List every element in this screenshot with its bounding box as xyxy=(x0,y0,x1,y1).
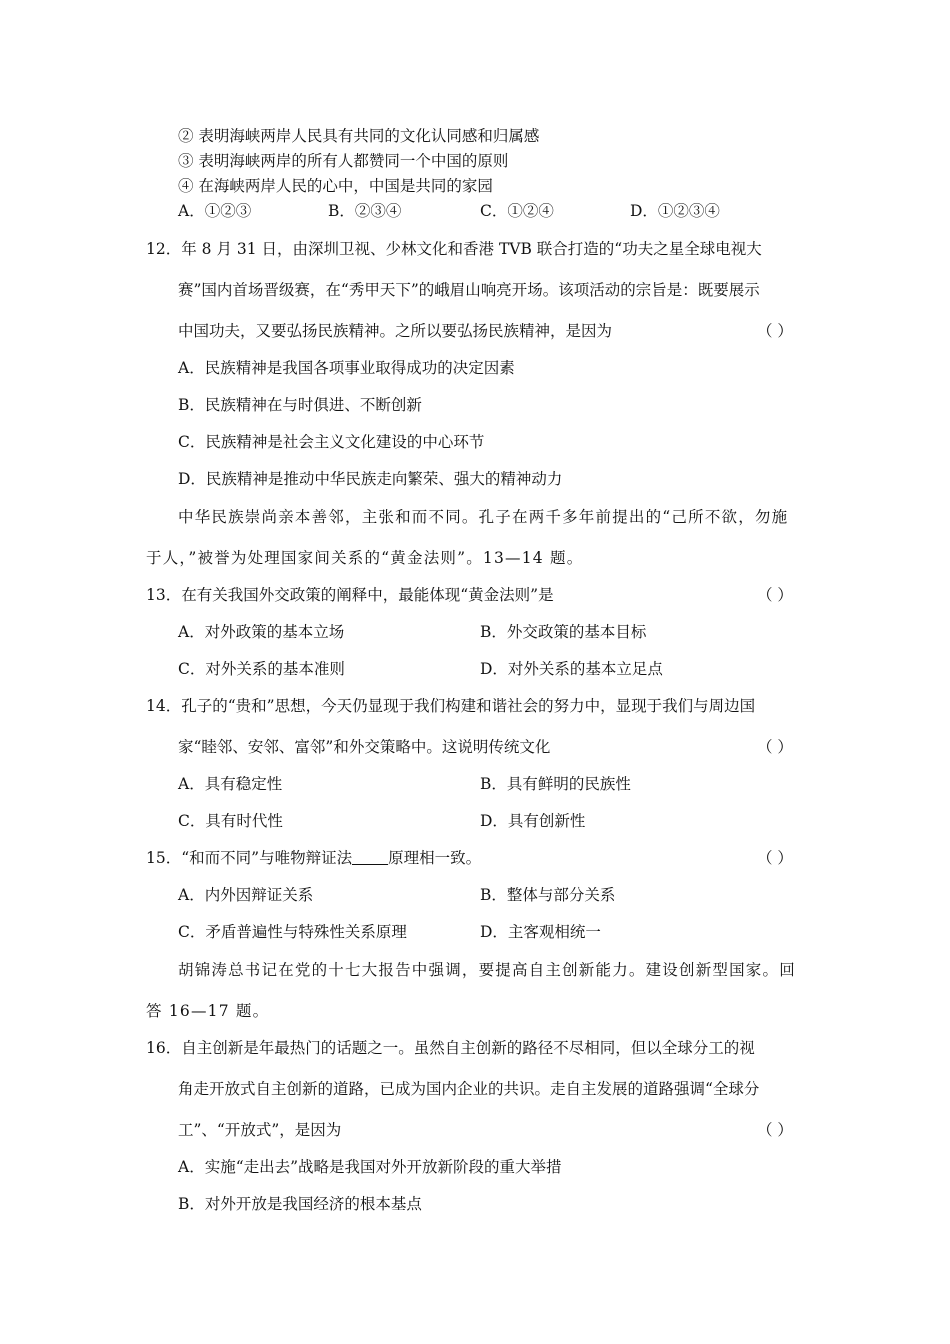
q15-option-b: B．整体与部分关系 xyxy=(480,886,616,904)
q14-option-d: D．具有创新性 xyxy=(480,812,586,830)
q15-answer-paren: （ ） xyxy=(757,849,793,867)
q15-option-c: C．矛盾普遍性与特殊性关系原理 xyxy=(178,923,407,941)
q12-stem-line-1: 12．年 8 月 31 日，由深圳卫视、少林文化和香港 TVB 联合打造的“功夫之星全球电视大 xyxy=(146,240,762,258)
q11-statement-4: ④ 在海峡两岸人民的心中，中国是共同的家园 xyxy=(178,177,493,195)
material-2-line-2: 答 16—17 题。 xyxy=(146,1002,270,1020)
q14-answer-paren: （ ） xyxy=(757,738,793,756)
q11-option-a: A．①②③ xyxy=(178,202,252,220)
q12-option-c: C．民族精神是社会主义文化建设的中心环节 xyxy=(178,433,485,451)
material-2-line-1: 胡锦涛总书记在党的十七大报告中强调，要提高自主创新能力。建设创新型国家。回 xyxy=(178,961,796,979)
q15-stem xyxy=(146,847,481,869)
q16-option-a: A．实施“走出去”战略是我国对外开放新阶段的重大举措 xyxy=(178,1158,562,1176)
q14-stem-line-2: 家“睦邻、安邻、富邻”和外交策略中。这说明传统文化 xyxy=(178,738,551,756)
q15-stem-before: 15．“和而不同”与唯物辩证法 xyxy=(146,849,353,867)
q13-answer-paren: （ ） xyxy=(757,586,793,604)
q12-option-d: D．民族精神是推动中华民族走向繁荣、强大的精神动力 xyxy=(178,470,563,488)
q13-option-a: A．对外政策的基本立场 xyxy=(178,623,345,641)
material-1-line-1: 中华民族崇尚亲本善邻，主张和而不同。孔子在两千多年前提出的“己所不欲，勿施 xyxy=(178,508,789,526)
q13-option-c: C．对外关系的基本准则 xyxy=(178,660,345,678)
q12-stem-line-3: 中国功夫，又要弘扬民族精神。之所以要弘扬民族精神，是因为 xyxy=(178,322,613,340)
q11-statement-2: ② 表明海峡两岸人民具有共同的文化认同感和归属感 xyxy=(178,127,540,145)
q16-answer-paren: （ ） xyxy=(757,1121,793,1139)
q13-option-d: D．对外关系的基本立足点 xyxy=(480,660,663,678)
q14-option-b: B．具有鲜明的民族性 xyxy=(480,775,631,793)
q13-stem: 13．在有关我国外交政策的阐释中，最能体现“黄金法则”是 xyxy=(146,586,554,604)
q15-stem-after: 原理相一致。 xyxy=(388,849,482,867)
material-1-line-2: 于人，”被誉为处理国家间关系的“黄金法则”。13—14 题。 xyxy=(146,549,584,567)
q14-option-a: A．具有稳定性 xyxy=(178,775,283,793)
q12-answer-paren: （ ） xyxy=(757,322,793,340)
q11-option-c: C．①②④ xyxy=(480,202,554,220)
q12-option-b: B．民族精神在与时俱进、不断创新 xyxy=(178,396,422,414)
q16-stem-line-1: 16．自主创新是年最热门的话题之一。虽然自主创新的路径不尽相同，但以全球分工的视 xyxy=(146,1039,755,1057)
q12-stem-line-2: 赛”国内首场晋级赛，在“秀甲天下”的峨眉山响亮开场。该项活动的宗旨是：既要展示 xyxy=(178,281,760,299)
q15-option-a: A．内外因辩证关系 xyxy=(178,886,314,904)
q14-option-c: C．具有时代性 xyxy=(178,812,283,830)
q16-stem-line-3: 工”、“开放式”，是因为 xyxy=(178,1121,342,1139)
q15-fill-blank xyxy=(352,850,388,865)
q16-stem-line-2: 角走开放式自主创新的道路，已成为国内企业的共识。走自主发展的道路强调“全球分 xyxy=(178,1080,760,1098)
q13-option-b: B．外交政策的基本目标 xyxy=(480,623,647,641)
q12-option-a: A．民族精神是我国各项事业取得成功的决定因素 xyxy=(178,359,515,377)
q14-stem-line-1: 14．孔子的“贵和”思想，今天仍显现于我们构建和谐社会的努力中，显现于我们与周边国 xyxy=(146,697,756,715)
q16-option-b: B．对外开放是我国经济的根本基点 xyxy=(178,1195,422,1213)
q15-option-d: D．主客观相统一 xyxy=(480,923,601,941)
q11-statement-3: ③ 表明海峡两岸的所有人都赞同一个中国的原则 xyxy=(178,152,509,170)
q11-option-b: B．②③④ xyxy=(328,202,402,220)
q11-option-d: D．①②③④ xyxy=(630,202,720,220)
